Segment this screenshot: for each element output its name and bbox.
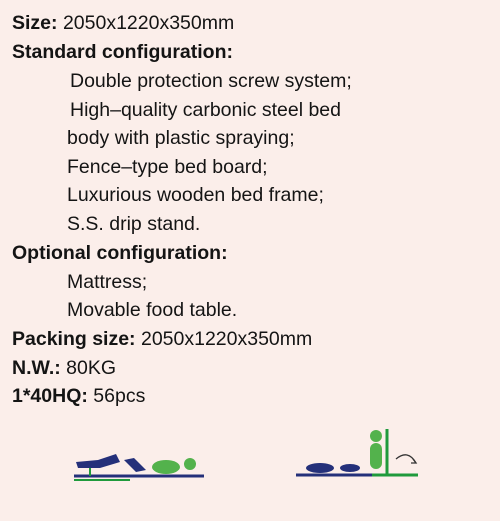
upright-position-diagram: [292, 425, 432, 481]
optional-config-item: Mattress;: [67, 271, 148, 293]
legs-shape: [76, 454, 120, 468]
standard-config-heading: Standard configuration:: [12, 41, 233, 63]
standard-config-item: body with plastic spraying;: [67, 127, 295, 149]
optional-config-heading: Optional configuration:: [12, 242, 228, 264]
size-label: Size:: [12, 12, 58, 34]
torso-shape: [152, 460, 180, 474]
standard-config-item: Double protection screw system;: [70, 70, 352, 92]
arrow-head-icon: [411, 459, 416, 463]
knee-support-shape: [124, 458, 146, 472]
size-value: 2050x1220x350mm: [62, 12, 235, 34]
head-shape: [184, 458, 196, 470]
packing-size-label: Packing size:: [12, 328, 136, 350]
packing-size-value: 2050x1220x350mm: [140, 328, 313, 350]
legs-shape: [306, 463, 334, 473]
net-weight-value: 80KG: [66, 357, 117, 379]
optional-config-item: Movable food table.: [67, 299, 238, 321]
standard-config-item: S.S. drip stand.: [67, 213, 201, 235]
standard-config-item: Luxurious wooden bed frame;: [67, 184, 324, 206]
container-qty-label: 1*40HQ:: [12, 385, 88, 407]
net-weight-line: [12, 356, 116, 380]
net-weight-label: N.W.:: [12, 357, 61, 379]
standard-config-item: Fence–type bed board;: [67, 156, 268, 178]
standard-config-item: High–quality carbonic steel bed: [70, 99, 342, 121]
packing-size-line: [12, 327, 312, 351]
torso-shape: [370, 443, 382, 469]
thighs-shape: [340, 464, 360, 472]
reclined-position-diagram: [70, 440, 210, 482]
rotate-arrow-icon: [396, 455, 416, 463]
container-qty-line: [12, 384, 145, 408]
head-shape: [370, 430, 382, 442]
container-qty-value: 56pcs: [93, 385, 146, 407]
size-line: [12, 11, 234, 35]
